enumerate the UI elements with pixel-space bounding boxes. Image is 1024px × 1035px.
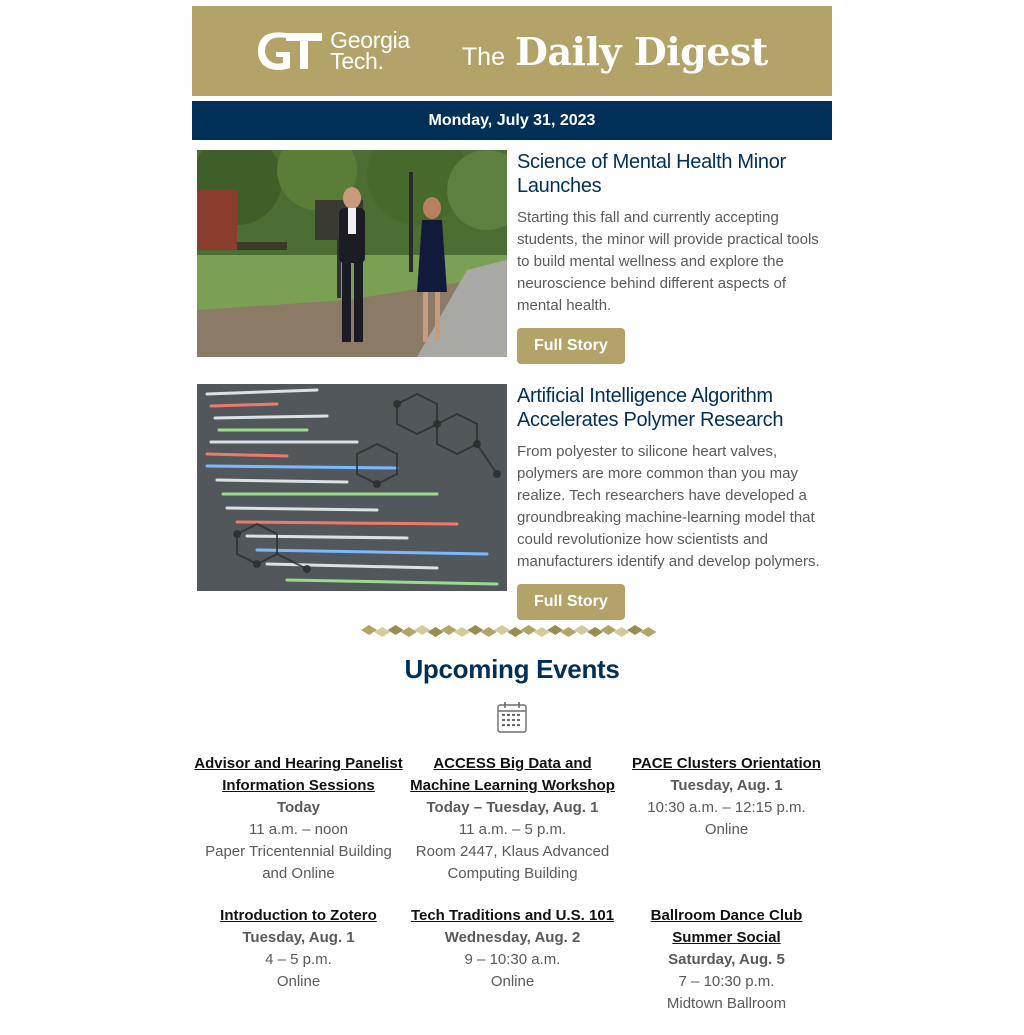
story-card bbox=[192, 140, 832, 374]
title-main: Daily Digest bbox=[514, 28, 768, 74]
event-time: 7 – 10:30 p.m. bbox=[678, 973, 775, 990]
calendar-icon-wrap bbox=[192, 701, 832, 733]
event-location: Room 2447, Klaus Advanced Computing Building bbox=[415, 843, 610, 882]
event-link[interactable]: Tech Traditions and U.S. 101 bbox=[410, 907, 615, 924]
header-banner bbox=[192, 6, 832, 96]
event-date: Today – Tuesday, Aug. 1 bbox=[426, 799, 599, 816]
event-link[interactable]: PACE Clusters Orientation bbox=[632, 755, 821, 772]
event-location: Paper Tricentennial Building and Online bbox=[205, 843, 392, 882]
event-location: Online bbox=[704, 821, 749, 838]
issue-date: Monday, July 31, 2023 bbox=[428, 111, 596, 129]
photo-code-molecules-icon bbox=[197, 384, 507, 591]
story-summary: From polyester to silicone heart valves, polymers are more common than you may realize. Tech researchers have developed a groundbreaking machine-learning model that could revolutionize how scientists and manufacturers identify and develop polymers. bbox=[517, 443, 820, 570]
event-link[interactable]: Advisor and Hearing Panelist Information Sessions bbox=[194, 755, 403, 794]
diamond-pattern-icon bbox=[361, 622, 663, 640]
events-grid bbox=[192, 753, 832, 1035]
story-image-polymer-ai[interactable] bbox=[197, 384, 507, 591]
photo-two-people-park-icon bbox=[197, 150, 507, 357]
event-date: Tuesday, Aug. 1 bbox=[670, 777, 783, 794]
title-prefix: The bbox=[461, 42, 505, 71]
full-story-button[interactable]: Full Story bbox=[517, 584, 625, 620]
event-link[interactable]: Introduction to Zotero bbox=[220, 907, 377, 924]
events-heading: Upcoming Events bbox=[404, 654, 620, 684]
event-location: Midtown Ballroom bbox=[666, 995, 787, 1012]
event-time: 9 – 10:30 a.m. bbox=[464, 951, 561, 968]
event-location: Online bbox=[276, 973, 321, 990]
georgia-tech-logo[interactable] bbox=[256, 27, 410, 74]
event-link[interactable]: ACCESS Big Data and Machine Learning Workshop bbox=[410, 755, 615, 794]
event-time: 11 a.m. – noon bbox=[249, 821, 348, 838]
story-image-mental-health[interactable] bbox=[197, 150, 507, 357]
diamond-divider bbox=[192, 622, 832, 640]
event-time: 10:30 a.m. – 12:15 p.m. bbox=[647, 799, 806, 816]
event-item bbox=[192, 905, 405, 1015]
full-story-button[interactable]: Full Story bbox=[517, 328, 625, 364]
event-time: 4 – 5 p.m. bbox=[265, 951, 332, 968]
event-item bbox=[192, 753, 405, 885]
event-time: 11 a.m. – 5 p.m. bbox=[458, 821, 567, 838]
logo-line-georgia: Georgia bbox=[330, 27, 410, 53]
event-item bbox=[620, 905, 833, 1015]
event-item bbox=[406, 905, 619, 1015]
story-body bbox=[517, 150, 832, 364]
event-date: Tuesday, Aug. 1 bbox=[242, 929, 355, 946]
event-link[interactable]: Ballroom Dance Club Summer Social bbox=[650, 907, 803, 946]
date-bar bbox=[192, 101, 832, 140]
story-card bbox=[192, 374, 832, 608]
event-date: Wednesday, Aug. 2 bbox=[444, 929, 581, 946]
story-body bbox=[517, 384, 832, 620]
event-item bbox=[406, 753, 619, 885]
story-title[interactable]: Science of Mental Health Minor Launches bbox=[517, 151, 786, 197]
calendar-icon bbox=[497, 701, 527, 733]
story-summary: Starting this fall and currently accepting students, the minor will provide practical tools to build mental wellness and explore the neuroscience behind different aspects of mental health. bbox=[517, 209, 819, 314]
logo-line-tech: Tech. bbox=[330, 48, 384, 74]
story-title[interactable]: Artificial Intelligence Algorithm Accelerates Polymer Research bbox=[517, 385, 784, 431]
newsletter-title bbox=[462, 29, 768, 74]
event-location: Online bbox=[490, 973, 535, 990]
event-date: Today bbox=[276, 799, 321, 816]
gt-monogram-icon bbox=[256, 30, 324, 72]
newsletter bbox=[192, 0, 832, 1035]
event-date: Saturday, Aug. 5 bbox=[668, 951, 785, 968]
event-item bbox=[620, 753, 833, 885]
